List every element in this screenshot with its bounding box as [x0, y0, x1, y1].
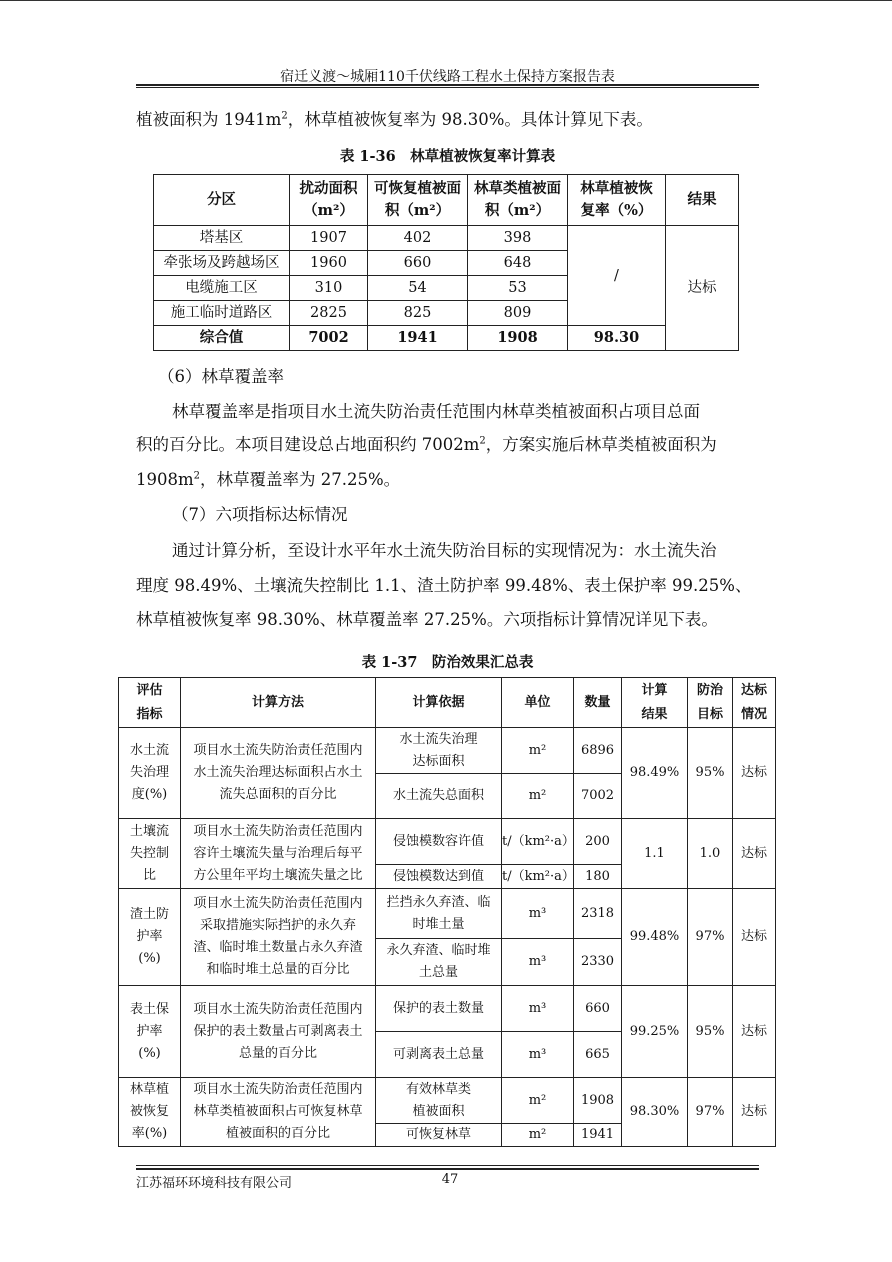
col-rate-line1: 林草植被恢	[580, 180, 653, 197]
cell-quantity: 180	[574, 865, 622, 889]
col-recovery-rate	[568, 175, 666, 226]
cell-method-line: 容许土壤流失量与治理后每平	[193, 845, 363, 861]
cell-basis-line: 侵蚀模数达到值	[392, 868, 484, 884]
para3-line3: 林草植被恢复率 98.30%、林草覆盖率 27.25%。六项指标计算情况详见下表。	[136, 610, 718, 629]
cell-recover: 825	[368, 301, 468, 326]
cell-disturb: 2825	[290, 301, 368, 326]
cell-zone: 电缆施工区	[154, 276, 290, 301]
col-index-line2: 指标	[136, 706, 163, 722]
cell-quantity: 6896	[574, 728, 622, 774]
paragraph-continuation	[136, 110, 653, 130]
page-number: 47	[441, 1172, 459, 1187]
col-method: 计算方法	[181, 678, 376, 728]
section-6-heading: （6）林草覆盖率	[158, 367, 284, 386]
cell-index-line: 土壤流	[129, 823, 169, 839]
cell-basis-line: 有效林草类	[405, 1081, 471, 1097]
cell-zone: 牵张场及跨越场区	[154, 251, 290, 276]
col-status-line1: 达标	[740, 682, 767, 698]
col-recover-line1: 可恢复植被面	[374, 180, 461, 197]
cell-method-line: 项目水土流失防治责任范围内	[193, 823, 363, 839]
cell-method	[181, 1078, 376, 1147]
col-calc-line1: 计算	[641, 682, 668, 698]
col-status-line2: 情况	[740, 706, 767, 722]
col-vegetation-area	[468, 175, 568, 226]
col-index	[119, 678, 181, 728]
cell-basis-line: 水土流失总面积	[392, 788, 484, 803]
cell-basis	[376, 774, 502, 819]
para2-line2-b: ，方案实施后林草类植被面积为	[485, 435, 717, 454]
col-rate-line2: 复率（%）	[580, 202, 653, 219]
col-calc-result	[622, 678, 688, 728]
cell-unit: m³	[502, 986, 574, 1032]
cell-quantity: 7002	[574, 774, 622, 819]
footer-rule-thin	[136, 1165, 759, 1166]
cell-status: 达标	[733, 819, 776, 889]
cell-quantity: 660	[574, 986, 622, 1032]
header-rule-thin	[136, 87, 759, 88]
cell-quantity: 665	[574, 1032, 622, 1078]
para3-line1: 通过计算分析，至设计水平年水土流失防治目标的实现情况为：水土流失治	[172, 541, 717, 560]
cell-method	[181, 728, 376, 819]
table-header-row	[154, 175, 739, 226]
cell-method-line: 保护的表土数量占可剥离表土	[193, 1023, 363, 1039]
top-border-line	[0, 0, 892, 1]
cell-status: 达标	[733, 889, 776, 986]
table-row	[119, 1078, 776, 1124]
cell-index-line: 渣土防	[129, 907, 169, 922]
cell-summary-veg: 1908	[468, 326, 568, 351]
cell-rate-merged: /	[568, 226, 666, 326]
cell-target: 95%	[688, 986, 733, 1078]
cell-index	[119, 819, 181, 889]
cell-index	[119, 728, 181, 819]
cell-method-line: 渣、临时堆土数量占永久弃渣	[193, 940, 363, 955]
cell-index-line: (%)	[138, 1045, 161, 1061]
cell-index	[119, 889, 181, 986]
col-recoverable-area	[368, 175, 468, 226]
para1-text-a: 植被面积为 1941m	[136, 110, 282, 129]
para2-line3-b: ，林草覆盖率为 27.25%。	[200, 470, 401, 489]
cell-basis-line: 可恢复林草	[405, 1127, 471, 1142]
cell-disturb: 1960	[290, 251, 368, 276]
col-target	[688, 678, 733, 728]
footer-company: 江苏福环环境科技有限公司	[136, 1176, 293, 1191]
table-row	[119, 889, 776, 939]
cell-unit: t/（km²·a）	[502, 865, 574, 889]
cell-method-line: 项目水土流失防治责任范围内	[193, 1001, 363, 1017]
cell-method	[181, 819, 376, 889]
cell-method-line: 林草类植被面积占可恢复林草	[193, 1104, 363, 1119]
col-basis: 计算依据	[376, 678, 502, 728]
para2-line1: 林草覆盖率是指项目水土流失防治责任范围内林草类植被面积占项目总面	[172, 402, 700, 421]
cell-quantity: 1941	[574, 1124, 622, 1147]
cell-summary-recover: 1941	[368, 326, 468, 351]
cell-index-line: 率(%)	[131, 1126, 168, 1141]
cell-zone: 施工临时道路区	[154, 301, 290, 326]
cell-method	[181, 986, 376, 1078]
header-rule	[136, 84, 759, 86]
cell-calc-result: 99.25%	[622, 986, 688, 1078]
para1-text-b: ，林草植被恢复率为 98.30%。具体计算见下表。	[287, 110, 653, 129]
cell-method-line: 水土流失治理达标面积占水土	[193, 765, 363, 780]
col-zone: 分区	[154, 175, 290, 226]
cell-index-line: 护率	[136, 1023, 163, 1039]
cell-method-line: 项目水土流失防治责任范围内	[193, 896, 363, 911]
para2-line3-a: 1908m	[136, 470, 194, 489]
cell-calc-result: 98.30%	[622, 1078, 688, 1147]
cell-basis-line: 拦挡永久弃渣、临	[386, 894, 491, 910]
para2-line3	[136, 470, 400, 490]
footer-rule	[136, 1168, 759, 1170]
table-1-36	[153, 174, 739, 351]
cell-basis	[376, 1124, 502, 1147]
cell-target: 97%	[688, 889, 733, 986]
cell-recover: 54	[368, 276, 468, 301]
cell-target: 95%	[688, 728, 733, 819]
cell-index-line: (%)	[138, 951, 161, 966]
cell-basis-line: 保护的表土数量	[392, 1000, 484, 1016]
col-result: 结果	[666, 175, 739, 226]
cell-quantity: 1908	[574, 1078, 622, 1124]
cell-quantity: 2330	[574, 939, 622, 986]
cell-veg: 398	[468, 226, 568, 251]
cell-basis-line: 时堆土量	[412, 916, 465, 932]
cell-target: 97%	[688, 1078, 733, 1147]
cell-basis	[376, 728, 502, 774]
cell-status: 达标	[733, 728, 776, 819]
cell-unit: m²	[502, 1124, 574, 1147]
cell-summary-rate: 98.30	[568, 326, 666, 351]
cell-unit: m²	[502, 774, 574, 819]
section-7-heading: （7）六项指标达标情况	[172, 505, 348, 524]
cell-result-merged: 达标	[666, 226, 739, 351]
col-status	[733, 678, 776, 728]
table-row	[154, 226, 739, 251]
col-veg-line2: 积（m²）	[484, 202, 551, 219]
cell-calc-result: 1.1	[622, 819, 688, 889]
col-disturb-line2: （m²）	[303, 202, 354, 219]
cell-basis	[376, 819, 502, 865]
col-target-line2: 目标	[696, 706, 723, 722]
cell-unit: m³	[502, 889, 574, 939]
cell-basis-line: 达标面积	[412, 753, 465, 769]
col-calc-line2: 结果	[641, 706, 668, 722]
cell-method-line: 项目水土流失防治责任范围内	[193, 743, 363, 758]
cell-method-line: 采取措施实际挡护的永久弃	[199, 918, 356, 933]
cell-basis	[376, 865, 502, 889]
table-row	[119, 728, 776, 774]
page-header: 宿迁义渡～城厢110千伏线路工程水土保持方案报告表	[280, 69, 615, 85]
cell-status: 达标	[733, 986, 776, 1078]
cell-basis-line: 可剥离表土总量	[392, 1046, 484, 1062]
cell-index-line: 比	[142, 867, 156, 883]
col-target-line1: 防治	[696, 682, 723, 698]
table-row	[119, 986, 776, 1032]
cell-index-line: 失治理	[129, 765, 169, 780]
col-quantity: 数量	[574, 678, 622, 728]
cell-index-line: 表土保	[129, 1001, 169, 1017]
cell-status: 达标	[733, 1078, 776, 1147]
table-summary-row	[154, 326, 739, 351]
col-veg-line1: 林草类植被面	[474, 180, 561, 197]
table-1-37-caption: 表 1-37 防治效果汇总表	[361, 654, 534, 671]
cell-unit: m²	[502, 1078, 574, 1124]
cell-method-line: 流失总面积的百分比	[219, 787, 337, 802]
cell-zone: 塔基区	[154, 226, 290, 251]
cell-calc-result: 99.48%	[622, 889, 688, 986]
col-disturb-line1: 扰动面积	[299, 180, 358, 197]
para2-line3-sup: 2	[193, 470, 201, 482]
cell-index-line: 护率	[136, 929, 163, 944]
cell-basis	[376, 986, 502, 1032]
cell-index-line: 被恢复	[129, 1104, 169, 1119]
cell-index	[119, 986, 181, 1078]
cell-basis-line: 水土流失治理	[399, 731, 478, 747]
para1-sup: 2	[281, 110, 288, 122]
para3-line2: 理度 98.49%、土壤流失控制比 1.1、渣土防护率 99.48%、表土保护率 99.25%、	[136, 576, 752, 595]
table-1-37	[118, 677, 776, 1147]
cell-unit: t/（km²·a）	[502, 819, 574, 865]
cell-unit: m³	[502, 1032, 574, 1078]
cell-basis-line: 土总量	[418, 965, 458, 980]
cell-disturb: 310	[290, 276, 368, 301]
cell-summary-zone: 综合值	[154, 326, 290, 351]
cell-unit: m³	[502, 939, 574, 986]
cell-index-line: 失控制	[129, 845, 169, 861]
cell-index-line: 林草植	[129, 1082, 169, 1097]
col-unit: 单位	[502, 678, 574, 728]
cell-method	[181, 889, 376, 986]
cell-calc-result: 98.49%	[622, 728, 688, 819]
col-recover-line2: 积（m²）	[384, 202, 451, 219]
table-1-37-body	[119, 728, 776, 1147]
para2-line2	[136, 435, 717, 455]
cell-summary-disturb: 7002	[290, 326, 368, 351]
cell-method-line: 和临时堆土总量的百分比	[206, 962, 350, 977]
col-disturb-area	[290, 175, 368, 226]
cell-basis-line: 永久弃渣、临时堆	[386, 943, 491, 958]
cell-veg: 648	[468, 251, 568, 276]
cell-method-line: 项目水土流失防治责任范围内	[193, 1082, 363, 1097]
cell-method-line: 植被面积的百分比	[225, 1126, 330, 1141]
para2-line2-sup: 2	[479, 435, 486, 447]
cell-method-line: 方公里年平均土壤流失量之比	[193, 867, 363, 883]
cell-basis-line: 植被面积	[412, 1103, 465, 1119]
cell-quantity: 200	[574, 819, 622, 865]
cell-target: 1.0	[688, 819, 733, 889]
cell-basis-line: 侵蚀模数容许值	[392, 833, 484, 849]
cell-veg: 809	[468, 301, 568, 326]
table-header-row	[119, 678, 776, 728]
para2-line2-a: 积的百分比。本项目建设总占地面积约 7002m	[136, 435, 480, 454]
table-row	[119, 819, 776, 865]
cell-quantity: 2318	[574, 889, 622, 939]
cell-unit: m²	[502, 728, 574, 774]
cell-basis	[376, 889, 502, 939]
table-1-36-caption: 表 1-36 林草植被恢复率计算表	[339, 148, 556, 165]
cell-basis	[376, 1032, 502, 1078]
cell-method-line: 总量的百分比	[238, 1045, 317, 1061]
cell-recover: 660	[368, 251, 468, 276]
cell-index-line: 水土流	[129, 743, 169, 758]
cell-index-line: 度(%)	[131, 787, 168, 802]
cell-basis	[376, 1078, 502, 1124]
cell-basis	[376, 939, 502, 986]
cell-disturb: 1907	[290, 226, 368, 251]
cell-index	[119, 1078, 181, 1147]
col-index-line1: 评估	[136, 682, 163, 698]
cell-veg: 53	[468, 276, 568, 301]
cell-recover: 402	[368, 226, 468, 251]
